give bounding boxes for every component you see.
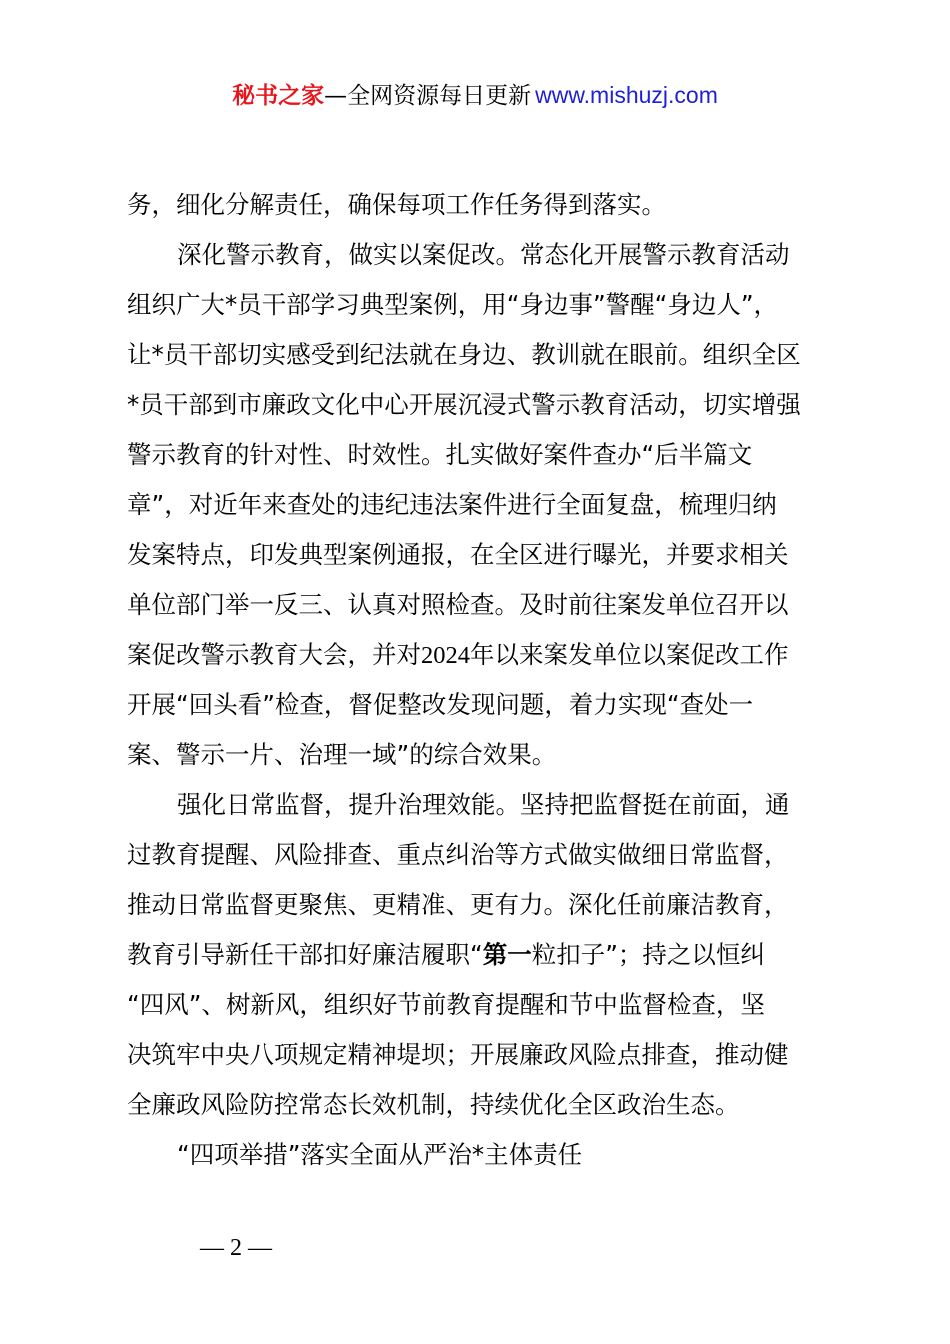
text-line: 让*员干部切实感受到纪法就在身边、教训就在眼前。组织全区	[127, 340, 801, 369]
text-line: *员干部到市廉政文化中心开展沉浸式警示教育活动，切实增强	[127, 390, 801, 419]
bold-text: 第一	[482, 940, 532, 969]
text-line	[127, 930, 833, 980]
text-line: 章”，对近年来查处的违纪违法案件进行全面复盘，梳理归纳	[127, 490, 777, 519]
text-line: 案、警示一片、治理一域”的综合效果。	[127, 740, 557, 769]
text-line: 推动日常监督更聚焦、更精准、更有力。深化任前廉洁教育，	[127, 890, 789, 919]
text-segment: 年以来案发单位以案促改工作	[470, 640, 789, 669]
text-segment: 案促改警示教育大会，并对	[127, 640, 421, 669]
section-heading: “四项举措”落实全面从严治*主体责任	[177, 1140, 583, 1169]
text-line: 决筑牢中央八项规定精神堤坝；开展廉政风险点排查，推动健	[127, 1040, 789, 1069]
text-line: 警示教育的针对性、时效性。扎实做好案件查办“后半篇文	[127, 440, 753, 469]
text-line: 开展“回头看”检查，督促整改发现问题，着力实现“查处一	[127, 690, 754, 719]
header-tagline: —全网资源每日更新	[324, 83, 532, 109]
text-line: 务，细化分解责任，确保每项工作任务得到落实。	[127, 190, 666, 219]
text-segment: 粒扣子”；持之以恒纠	[531, 940, 765, 969]
text-line: 单位部门举一反三、认真对照检查。及时前往案发单位召开以	[127, 590, 789, 619]
page-number: — 2 —	[200, 1235, 272, 1261]
year-number: 2024	[421, 642, 470, 669]
text-line: 发案特点，印发典型案例通报，在全区进行曝光，并要求相关	[127, 540, 789, 569]
text-line	[127, 630, 833, 680]
brand-name: 秘书之家	[232, 83, 325, 109]
site-url-link[interactable]: www.mishuzj.com	[535, 82, 718, 108]
text-line: 过教育提醒、风险排查、重点纠治等方式做实做细日常监督，	[127, 840, 789, 869]
paragraph-heading-daily-supervision: 强化日常监督，提升治理效能。坚持把监督挺在前面，通	[177, 790, 790, 819]
document-body	[127, 180, 833, 1180]
paragraph-heading-warning-education: 深化警示教育，做实以案促改。常态化开展警示教育活动	[177, 240, 790, 269]
text-line: “四风”、树新风，组织好节前教育提醒和节中监督检查，坚	[127, 990, 765, 1019]
text-segment: 教育引导新任干部扣好廉洁履职“	[127, 940, 483, 969]
page-header	[0, 78, 950, 113]
text-line: 组织广大*员干部学习典型案例，用“身边事”警醒“身边人”，	[127, 290, 779, 319]
text-line: 全廉政风险防控常态长效机制，持续优化全区政治生态。	[127, 1090, 740, 1119]
